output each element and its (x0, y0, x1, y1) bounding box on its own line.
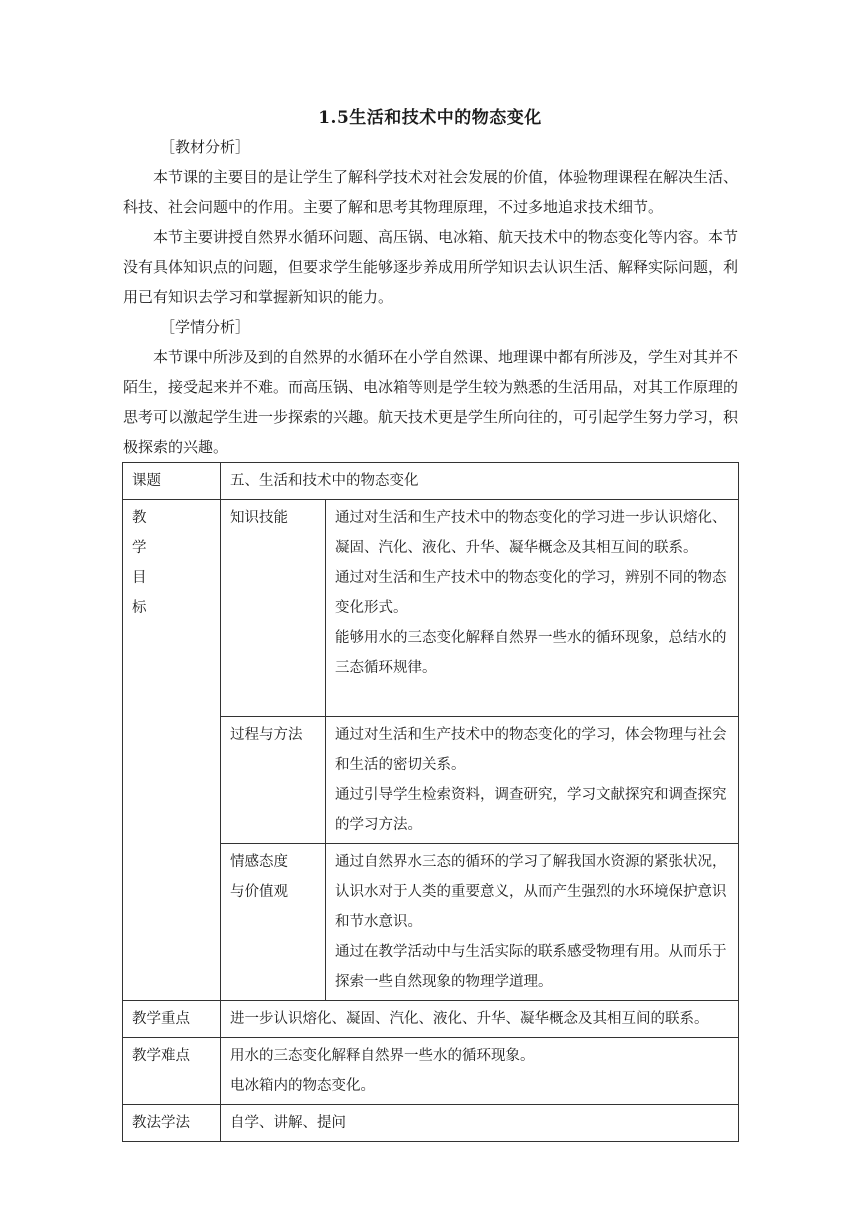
knowledge-label: 知识技能 (221, 500, 326, 717)
table-row (123, 1105, 739, 1142)
difficulty-content (221, 1038, 739, 1105)
process-line: 通过引导学生检索资料，调查研究，学习文献探究和调查探究的学习方法。 (335, 787, 727, 833)
method-label: 教法学法 (123, 1105, 221, 1142)
material-paragraph-1: 本节课的主要目的是让学生了解科学技术对社会发展的价值，体验物理课程在解决生活、科技、社会问题中的作用。主要了解和思考其物理原理，不过多地追求技术细节。 (123, 168, 739, 216)
table-row (123, 463, 739, 500)
method-value: 自学、讲解、提问 (221, 1105, 739, 1142)
knowledge-line: 能够用水的三态变化解释自然界一些水的循环现象，总结水的三态循环规律。 (335, 630, 727, 676)
goals-label-char: 学 (132, 540, 147, 556)
emotion-line: 通过在教学活动中与生活实际的联系感受物理有用。从而乐于探索一些自然现象的物理学道理。 (335, 944, 727, 990)
blank-line (335, 683, 729, 713)
goals-label-char: 目 (132, 570, 147, 586)
difficulty-label: 教学难点 (123, 1038, 221, 1105)
goals-label-char: 标 (132, 600, 147, 616)
section-heading-material: ［教材分析］ (160, 138, 251, 156)
goals-label-char: 教 (132, 510, 147, 526)
page-title: 1.5生活和技术中的物态变化 (318, 108, 542, 128)
table-row (123, 1038, 739, 1105)
material-paragraph-2: 本节主要讲授自然界水循环问题、高压锅、电冰箱、航天技术中的物态变化等内容。本节没有具体知识点的问题，但要求学生能够逐步养成用所学知识去认识生活、解释实际问题，利用已有知识去学习和掌握新知识的能力。 (123, 228, 739, 306)
knowledge-line: 通过对生活和生产技术中的物态变化的学习进一步认识熔化、凝固、汽化、液化、升华、凝华概念及其相互间的联系。 (335, 510, 727, 556)
emotion-label-line: 情感态度 (230, 854, 288, 870)
process-label: 过程与方法 (221, 717, 326, 844)
emotion-label-line: 与价值观 (230, 884, 288, 900)
emotion-label (221, 844, 326, 1001)
difficulty-line: 电冰箱内的物态变化。 (230, 1078, 375, 1094)
table-row (123, 1001, 739, 1038)
table-row (123, 500, 739, 717)
emotion-content (326, 844, 739, 1001)
topic-value: 五、生活和技术中的物态变化 (221, 463, 739, 500)
process-content (326, 717, 739, 844)
topic-label: 课题 (123, 463, 221, 500)
emotion-line: 通过自然界水三态的循环的学习了解我国水资源的紧张状况，认识水对于人类的重要意义，从而产生强烈的水环境保护意识和节水意识。 (335, 854, 727, 930)
goals-label (123, 500, 221, 1001)
process-line: 通过对生活和生产技术中的物态变化的学习，体会物理与社会和生活的密切关系。 (335, 727, 727, 773)
section-heading-student: ［学情分析］ (160, 318, 251, 336)
knowledge-content (326, 500, 739, 717)
key-label: 教学重点 (123, 1001, 221, 1038)
difficulty-line: 用水的三态变化解释自然界一些水的循环现象。 (230, 1048, 535, 1064)
key-value: 进一步认识熔化、凝固、汽化、液化、升华、凝华概念及其相互间的联系。 (221, 1001, 739, 1038)
lesson-plan-table (122, 462, 739, 1142)
knowledge-line: 通过对生活和生产技术中的物态变化的学习，辨别不同的物态变化形式。 (335, 570, 727, 616)
student-paragraph: 本节课中所涉及到的自然界的水循环在小学自然课、地理课中都有所涉及，学生对其并不陌生，接受起来并不难。而高压锅、电冰箱等则是学生较为熟悉的生活用品，对其工作原理的思考可以激起学生进一步探索的兴趣。航天技术更是学生所向往的，可引起学生努力学习，积极探索的兴趣。 (123, 348, 739, 456)
